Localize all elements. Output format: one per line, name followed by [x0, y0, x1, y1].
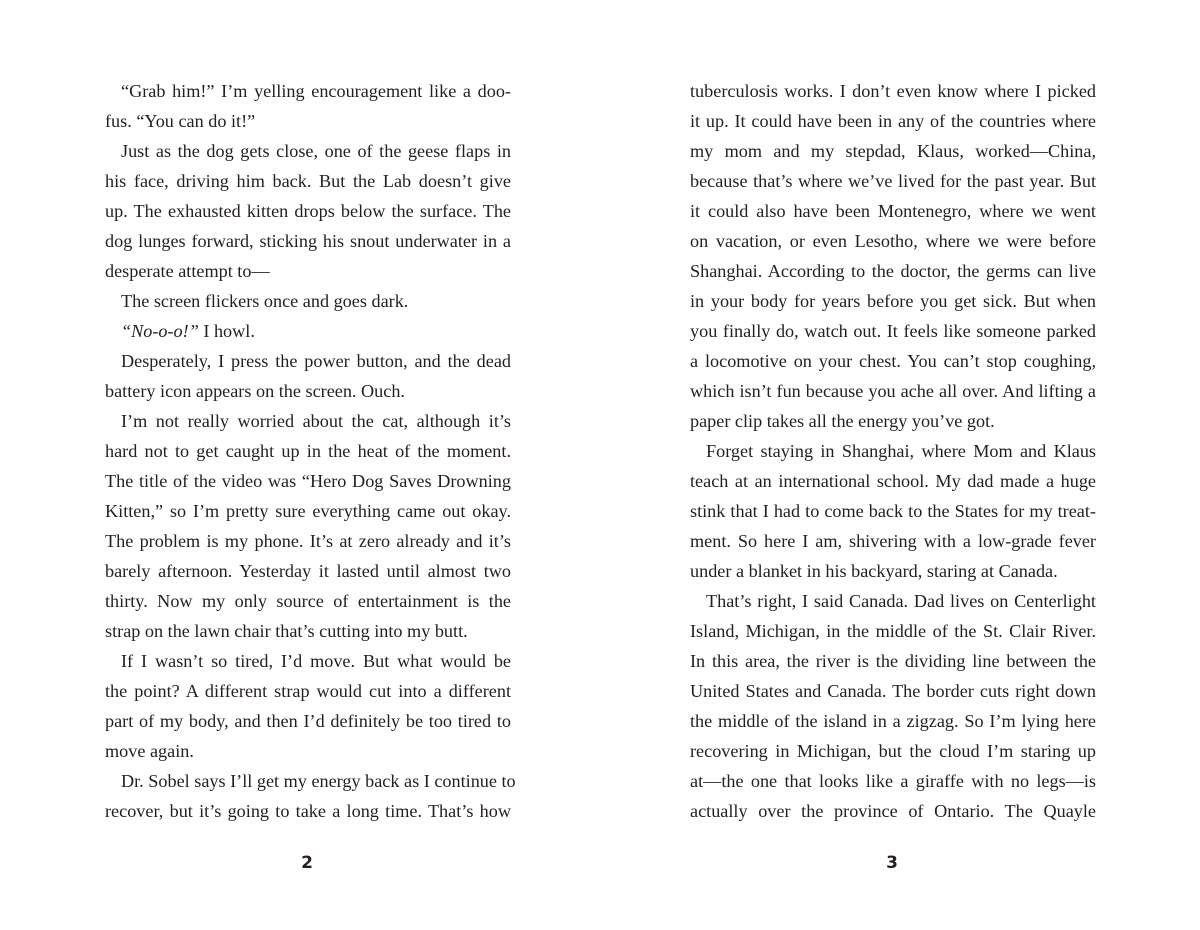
page-number: 3	[886, 853, 898, 873]
text-line: in your body for years before you get sick. But when	[690, 291, 1096, 311]
text-line: teach at an international school. My dad made a huge	[690, 471, 1096, 491]
text-line: Forget staying in Shanghai, where Mom and Klaus	[706, 441, 1096, 461]
text-line: Shanghai. According to the doctor, the germs can live	[690, 261, 1096, 281]
text-line: ment. So here I am, shivering with a low-grade fever	[690, 531, 1096, 551]
text-line: dog lunges forward, sticking his snout underwater in a	[105, 231, 511, 251]
text-line: “No-o-o!” I howl.	[121, 321, 255, 341]
text-line: In this area, the river is the dividing line between the	[690, 651, 1096, 671]
page-number: 2	[301, 853, 313, 873]
text-line: barely afternoon. Yesterday it lasted until almost two	[105, 561, 511, 581]
text-line: desperate attempt to—	[105, 261, 270, 281]
text-line: That’s right, I said Canada. Dad lives on Centerlight	[706, 591, 1096, 611]
text-line: If I wasn’t so tired, I’d move. But what would be	[121, 651, 511, 671]
italic-exclamation: “No-o-o!”	[121, 321, 199, 341]
text-line: strap on the lawn chair that’s cutting into my butt.	[105, 621, 468, 641]
text-line: Island, Michigan, in the middle of the St. Clair River.	[690, 621, 1096, 641]
text-line: because that’s where we’ve lived for the past year. But	[690, 171, 1096, 191]
text-line: his face, driving him back. But the Lab doesn’t give	[105, 171, 511, 191]
text-line: my mom and my stepdad, Klaus, worked—China,	[690, 141, 1096, 161]
text-line: The screen flickers once and goes dark.	[121, 291, 409, 311]
text-line: Kitten,” so I’m pretty sure everything came out okay.	[105, 501, 511, 521]
text-line: “Grab him!” I’m yelling encouragement like a doo-	[121, 81, 511, 101]
text-line: move again.	[105, 741, 194, 761]
text-line: I’m not really worried about the cat, although it’s	[121, 411, 511, 431]
text-line: under a blanket in his backyard, staring at Canada.	[690, 561, 1058, 581]
text-line: the point? A different strap would cut into a different	[105, 681, 511, 701]
text-line: actually over the province of Ontario. The Quayle	[690, 801, 1096, 821]
text-line: battery icon appears on the screen. Ouch.	[105, 381, 405, 401]
right-page	[600, 0, 1200, 930]
text-line: Dr. Sobel says I’ll get my energy back as I continue to	[121, 771, 516, 791]
text-line: recovering in Michigan, but the cloud I’m staring up	[690, 741, 1096, 761]
text-line: Desperately, I press the power button, and the dead	[121, 351, 511, 371]
text-line: which isn’t fun because you ache all over. And lifting a	[690, 381, 1096, 401]
text-line: up. The exhausted kitten drops below the surface. The	[105, 201, 511, 221]
text-line: on vacation, or even Lesotho, where we were before	[690, 231, 1096, 251]
text-line: part of my body, and then I’d definitely be too tired to	[105, 711, 511, 731]
text-line: The title of the video was “Hero Dog Saves Drowning	[105, 471, 511, 491]
text-line: at—the one that looks like a giraffe with no legs—is	[690, 771, 1096, 791]
text-line: tuberculosis works. I don’t even know where I picked	[690, 81, 1096, 101]
text-line: paper clip takes all the energy you’ve got.	[690, 411, 995, 431]
text-line: the middle of the island in a zigzag. So I’m lying here	[690, 711, 1096, 731]
text-line: you finally do, watch out. It feels like someone parked	[690, 321, 1096, 341]
text-line: it up. It could have been in any of the countries where	[690, 111, 1096, 131]
text-line: fus. “You can do it!”	[105, 111, 256, 131]
text-line: hard not to get caught up in the heat of the moment.	[105, 441, 511, 461]
text-line: a locomotive on your chest. You can’t stop coughing,	[690, 351, 1096, 371]
text-line: Just as the dog gets close, one of the geese flaps in	[121, 141, 511, 161]
text-line: United States and Canada. The border cuts right down	[690, 681, 1096, 701]
text-line: it could also have been Montenegro, where we went	[690, 201, 1096, 221]
text-line: The problem is my phone. It’s at zero already and it’s	[105, 531, 511, 551]
text-line: recover, but it’s going to take a long time. That’s how	[105, 801, 511, 821]
text-line: thirty. Now my only source of entertainment is the	[105, 591, 511, 611]
text-line: stink that I had to come back to the States for my treat-	[690, 501, 1096, 521]
